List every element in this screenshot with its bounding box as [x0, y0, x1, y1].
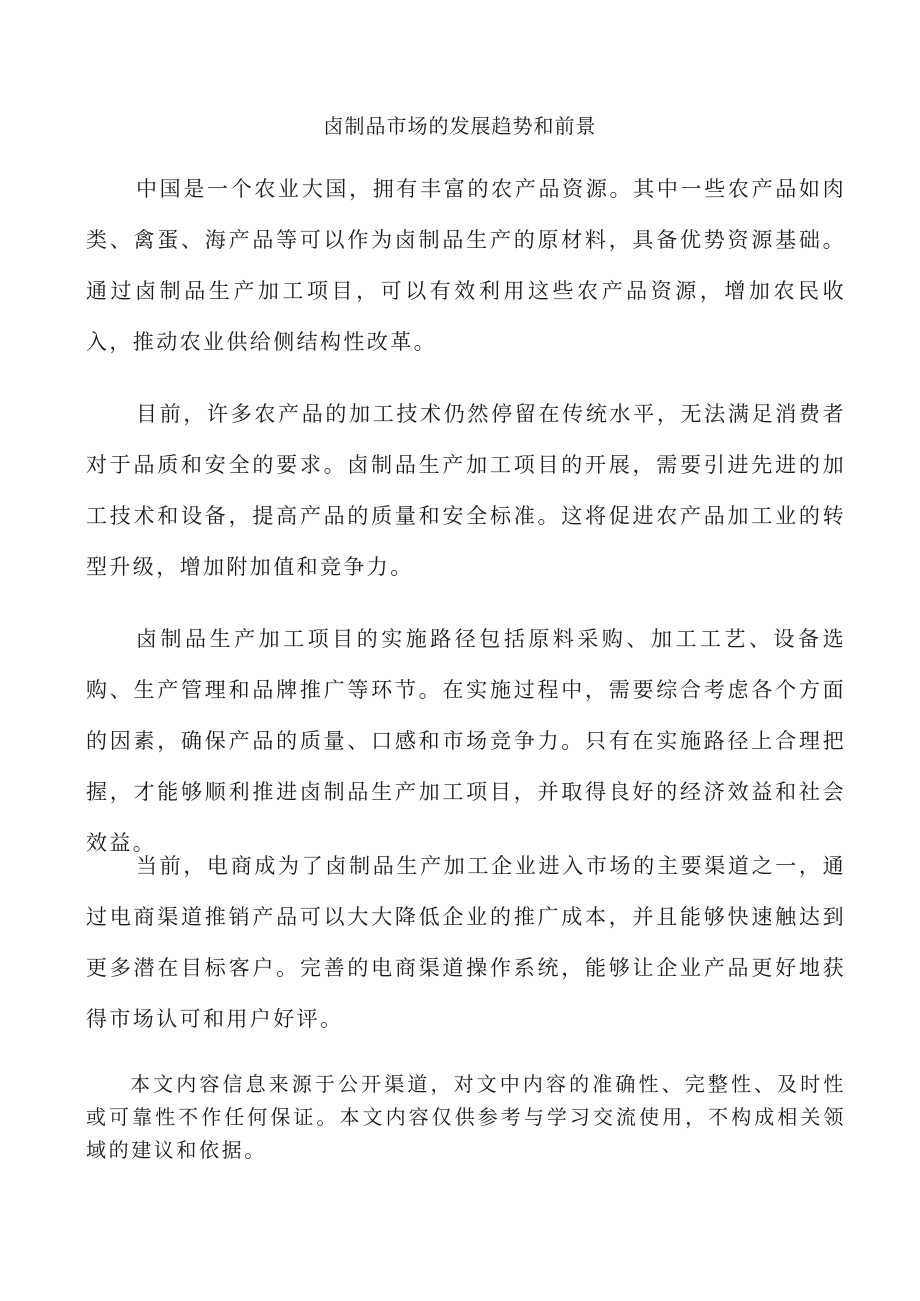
paragraph: 卤制品生产加工项目的实施路径包括原料采购、加工工艺、设备选购、生产管理和品牌推广等环节。在实施过程中，需要综合考虑各个方面的因素，确保产品的质量、口感和市场竞争力。只有在实施路径上合理把握，才能够顺利推进卤制品生产加工项目，并取得良好的经济效益和社会效益。: [86, 627, 846, 855]
document-title: 卤制品市场的发展趋势和前景: [323, 114, 597, 138]
paragraph: 中国是一个农业大国，拥有丰富的农产品资源。其中一些农产品如肉类、禽蛋、海产品等可以作为卤制品生产的原材料，具备优势资源基础。通过卤制品生产加工项目，可以有效利用这些农产品资源，增加农民收入，推动农业供给侧结构性改革。: [86, 177, 846, 354]
disclaimer-text: 本文内容信息来源于公开渠道，对文中内容的准确性、完整性、及时性或可靠性不作任何保证。本文内容仅供参考与学习交流使用，不构成相关领域的建议和依据。: [86, 1072, 846, 1162]
paragraph: 当前，电商成为了卤制品生产加工企业进入市场的主要渠道之一，通过电商渠道推销产品可以大大降低企业的推广成本，并且能够快速触达到更多潜在目标客户。完善的电商渠道操作系统，能够让企业产品更好地获得市场认可和用户好评。: [86, 854, 846, 1031]
paragraph: 目前，许多农产品的加工技术仍然停留在传统水平，无法满足消费者对于品质和安全的要求。卤制品生产加工项目的开展，需要引进先进的加工技术和设备，提高产品的质量和安全标准。这将促进农产品加工业的转型升级，增加附加值和竞争力。: [86, 402, 846, 579]
